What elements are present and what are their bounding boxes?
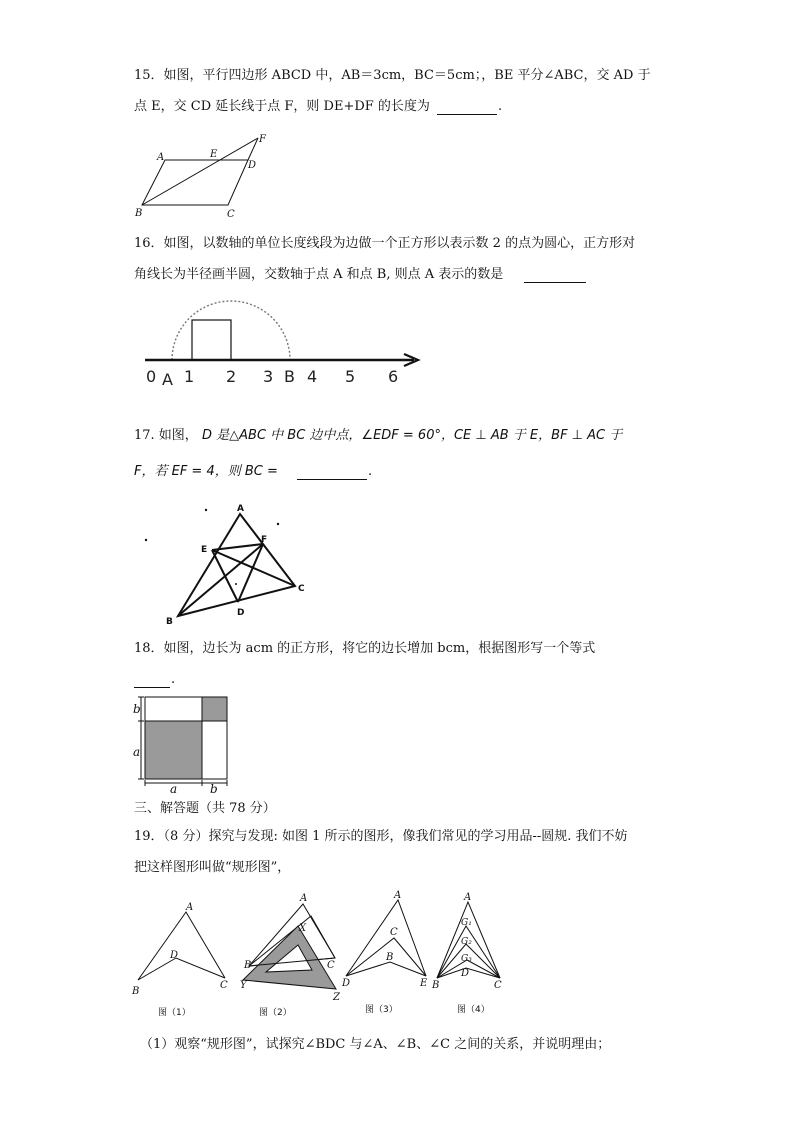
q17-label-C: C — [298, 584, 305, 594]
q17-line1a: 17. 如图， — [134, 428, 198, 443]
q17-label-D: D — [237, 608, 245, 618]
q16-line1: 16．如图，以数轴的单位长度线段为边做一个正方形以表示数 2 的点为圆心，正方形对 — [134, 236, 636, 251]
q19-f3-label-B: B — [386, 952, 394, 963]
tick-1: 1 — [184, 367, 195, 386]
tick-B: B — [284, 367, 295, 386]
q17-label-B: B — [166, 617, 173, 627]
q19-f2-label-A: A — [300, 893, 308, 904]
q19-f2-label-Y: Y — [240, 980, 247, 991]
q17-line1b: D 是△ABC 中 BC 边中点，∠EDF = 60°，CE ⊥ AB 于 E，BF ⊥ AC 于 — [202, 428, 623, 443]
q18-label-b-bottom: b — [210, 782, 218, 796]
q16-answer-blank[interactable] — [524, 281, 586, 283]
q15-end: . — [498, 99, 503, 114]
tick-2: 2 — [226, 367, 237, 386]
q18-label-b-left: b — [133, 702, 141, 716]
q17-label-A: A — [237, 504, 244, 514]
q18-line1: 18．如图，边长为 acm 的正方形，将它的边长增加 bcm，根据图形写一个等式 — [134, 641, 596, 656]
q19-line1: 19．（8 分）探究与发现: 如图 1 所示的图形，像我们常见的学习用品--圆规. 我们不妨 — [134, 829, 628, 844]
q15-label-E: E — [210, 149, 218, 160]
q19-caption-1: 图（1） — [158, 1008, 191, 1018]
q19-f4-label-G3: G₃ — [461, 954, 472, 964]
q15-label-D: D — [248, 160, 257, 171]
section-3-heading: 三、解答题（共 78 分） — [134, 801, 276, 816]
q16-line2: 角线长为半径画半圆，交数轴于点 A 和点 B, 则点 A 表示的数是 — [134, 267, 504, 282]
q19-f2-label-C: C — [327, 960, 335, 971]
q19-f4-label-C: C — [494, 980, 502, 991]
q18-end: . — [171, 672, 176, 687]
q15-label-A: A — [157, 152, 165, 163]
tick-A: A — [162, 370, 173, 389]
q19-f3-label-E: E — [420, 978, 428, 989]
q19-f4-label-D: D — [461, 968, 470, 979]
q19-f1-label-B: B — [132, 986, 140, 997]
q17-line2: F，若 EF = 4，则 BC = — [134, 464, 278, 479]
q16-number-line-figure — [140, 300, 430, 390]
q19-f3-label-D: D — [342, 978, 351, 989]
tick-3: 3 — [263, 367, 274, 386]
q15-answer-blank[interactable] — [437, 113, 497, 115]
q15-line2: 点 E，交 CD 延长线于点 F，则 DE+DF 的长度为 — [134, 99, 430, 114]
q19-f1-label-A: A — [186, 902, 194, 913]
q17-end: . — [368, 464, 373, 479]
q19-f1-label-D: D — [170, 950, 179, 961]
q17-label-E: E — [201, 545, 208, 555]
tick-6: 6 — [388, 367, 399, 386]
q19-caption-3: 图（3） — [365, 1005, 398, 1015]
q19-f2-label-B: B — [244, 960, 252, 971]
q19-sub1: （1）观察“规形图”，试探究∠BDC 与∠A、∠B、∠C 之间的关系，并说明理由； — [140, 1037, 611, 1052]
q19-caption-2: 图（2） — [259, 1008, 292, 1018]
q18-answer-blank[interactable] — [134, 686, 170, 688]
q19-f4-label-G1: G₁ — [461, 918, 472, 928]
q19-line2: 把这样图形叫做“规形图”， — [134, 860, 291, 875]
q18-label-a-bottom: a — [170, 782, 178, 796]
tick-0: 0 — [146, 367, 157, 386]
q19-f4-label-B: B — [432, 980, 440, 991]
q19-figures — [128, 888, 508, 1028]
q15-label-C: C — [227, 209, 235, 220]
q15-line1: 15．如图，平行四边形 ABCD 中，AB＝3cm，BC＝5cm；，BE 平分∠ABC，交 AD 于 — [134, 68, 651, 83]
tick-4: 4 — [307, 367, 318, 386]
q16-tick-labels — [146, 367, 398, 389]
q18-label-a-left: a — [133, 745, 141, 759]
q15-figure — [130, 130, 280, 222]
q19-f4-label-G2: G₂ — [461, 937, 472, 947]
q19-f4-label-A: A — [464, 892, 472, 903]
q15-label-B: B — [135, 208, 143, 219]
q19-f1-label-C: C — [220, 980, 228, 991]
tick-5: 5 — [345, 367, 356, 386]
q19-f3-label-A: A — [394, 890, 402, 901]
q17-triangle-figure — [140, 498, 320, 626]
q19-f2-label-Z: Z — [333, 992, 340, 1003]
q19-caption-4: 图（4） — [457, 1005, 490, 1015]
q19-f2-label-X: X — [299, 923, 307, 934]
q15-label-F: F — [259, 134, 266, 145]
q19-f3-label-C: C — [390, 927, 398, 938]
q17-answer-blank[interactable] — [297, 478, 367, 480]
q17-label-F: F — [261, 535, 268, 545]
q18-square-figure — [130, 694, 235, 798]
